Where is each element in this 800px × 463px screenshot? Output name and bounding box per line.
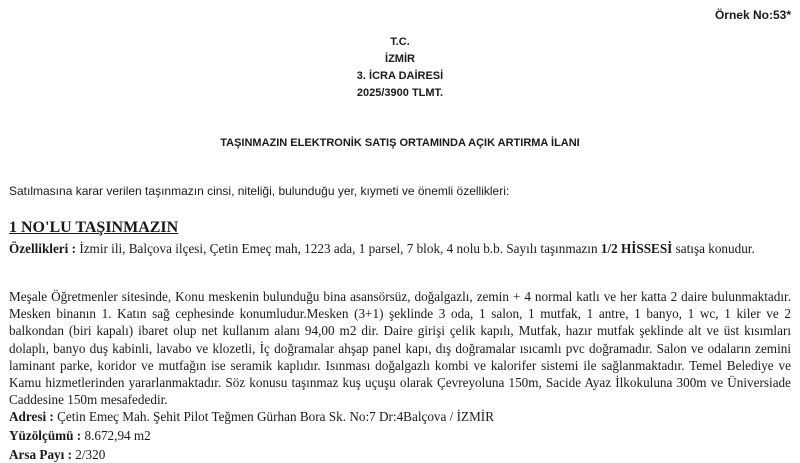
property-description: Meşale Öğretmenler sitesinde, Konu meskenin bulunduğu bina asansörsüz, doğalgazlı, zemin + 4 normal katlı ve her katta 2 daire bulunmaktadır. Mesken binanın 1. Katın sağ cephesinde konumludur.Mesken (3+1) şeklinde 3 oda, 1 salon, 1 mutfak, 1 antre, 1 banyo, 1 wc, 1 kiler ve 2 balkondan (biri kapalı) ibaret olup net kullanım alanı 94,00 m2 dir. Daire girişi çelik kapılı, Mutfak, hazır mutfak şeklinde alt ve üst kısımları dolaplı, banyo duş kabinli, lavabo ve klozetli, İç doğramalar ahşap panel kapı, dış doğramalar ısıcamlı pvc doğramadır. Salon ve odaların zemini laminant parke, koridor ve mutfağın ise seramik kaplıdır. Isınması doğalgazlı kombi ve kalorifer sistemi ile sağlanmaktadır. Temel Belediye ve Kamu hizmetlerinden yararlanmaktadır. Söz konusu taşınmaz kuş uçuşu olarak Çevreyoluna 150m, Sacide Ayaz İlkokuluna 300m ve Üniversiade Caddesine 150m mesafededir. [9, 289, 791, 408]
header-block [0, 34, 800, 102]
header-file-number: 2025/3900 TLMT. [356, 87, 444, 99]
land-share-label: Arsa Payı : [9, 447, 72, 462]
header-office: 3. İCRA DAİRESİ [356, 70, 444, 82]
area-value: 8.672,94 m2 [81, 428, 151, 443]
property-area [9, 427, 791, 444]
features-share: 1/2 HİSSESİ [600, 241, 673, 256]
header-republic: T.C. [390, 36, 410, 48]
announcement-title: TAŞINMAZIN ELEKTRONİK SATIŞ ORTAMINDA AÇIK ARTIRMA İLANI [220, 137, 580, 149]
property-heading: 1 NO'LU TAŞINMAZIN [9, 219, 179, 236]
property-address [9, 408, 791, 425]
features-tail: satışa konudur. [672, 241, 755, 256]
header-city: İZMİR [385, 53, 415, 65]
intro-text: Satılmasına karar verilen taşınmazın cinsi, niteliği, bulunduğu yer, kıymeti ve önemli özellikleri: [9, 184, 510, 198]
address-value: Çetin Emeç Mah. Şehit Pilot Teğmen Gürhan Bora Sk. No:7 Dr:4Balçova / İZMİR [53, 409, 494, 424]
features-label: Özellikleri : [9, 241, 77, 256]
property-features [9, 240, 791, 257]
land-share-value: 2/320 [72, 447, 106, 462]
area-label: Yüzölçümü : [9, 428, 82, 443]
address-label: Adresi : [9, 409, 54, 424]
sample-number: Örnek No:53* [714, 8, 791, 22]
features-text: İzmir ili, Balçova ilçesi, Çetin Emeç mah, 1223 ada, 1 parsel, 7 blok, 4 nolu b.b. Sayılı taşınmazın [76, 241, 601, 256]
property-land-share [9, 446, 791, 463]
